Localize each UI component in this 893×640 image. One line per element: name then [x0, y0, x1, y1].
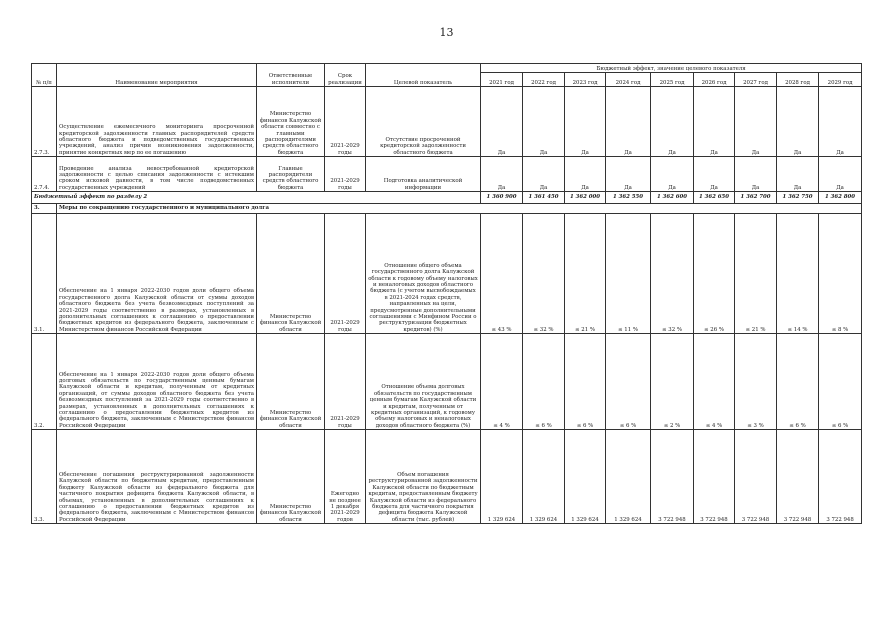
row-value: ≤ 32 % — [651, 214, 694, 334]
header-num: № п/п — [32, 64, 57, 87]
header-year: 2023 год — [565, 73, 606, 87]
row-value: Да — [819, 87, 862, 157]
row-value: Да — [606, 157, 651, 192]
row-value: Да — [694, 87, 735, 157]
row-measure: Осуществление ежемесячного мониторинга просроченной кредиторской задолженности главных распорядителей средств областного бюджета и подведомственных государственных учреждений, анализ причин возникновения задолженности, принятие конкретных мер по ее погашению — [57, 87, 257, 157]
row-value: 1 329 624 — [606, 430, 651, 524]
row-value: ≤ 6 % — [565, 334, 606, 430]
header-responsible: Ответственные исполнители — [257, 64, 325, 87]
row-value: ≤ 14 % — [777, 214, 819, 334]
header-year: 2021 год — [481, 73, 523, 87]
row-value: Да — [565, 157, 606, 192]
row-target: Объем погашения реструктурированной задолженности Калужской области по бюджетным кредитам, предоставленным бюджету Калужской области из федерального бюджета для частичного покрытия дефицита бюджета Калужской области (тыс. рублей) — [366, 430, 481, 524]
row-value: Да — [777, 87, 819, 157]
row-deadline: Ежегодно не позднее 1 декабря 2021-2029 годов — [325, 430, 366, 524]
row-deadline: 2021-2029 годы — [325, 214, 366, 334]
row-value: ≤ 6 % — [523, 334, 565, 430]
row-responsible: Министерство финансов Калужской области — [257, 334, 325, 430]
header-measure: Наименование мероприятия — [57, 64, 257, 87]
row-num: 3.1. — [32, 214, 57, 334]
row-value: Да — [651, 87, 694, 157]
table-row — [32, 87, 862, 157]
row-responsible: Главные распорядители средств областного бюджета — [257, 157, 325, 192]
row-value: Да — [565, 87, 606, 157]
header-target: Целевой показатель — [366, 64, 481, 87]
row-value: 1 329 624 — [565, 430, 606, 524]
table-row — [32, 430, 862, 524]
row-num: 3.2. — [32, 334, 57, 430]
table-row — [32, 157, 862, 192]
row-value: 3 722 948 — [651, 430, 694, 524]
row-value: ≤ 4 % — [481, 334, 523, 430]
row-value: ≤ 3 % — [735, 334, 777, 430]
header-year: 2024 год — [606, 73, 651, 87]
budget-effect-value: 1 362 650 — [694, 192, 735, 204]
row-responsible: Министерство финансов Калужской области — [257, 430, 325, 524]
row-value: 1 329 624 — [523, 430, 565, 524]
header-deadline: Срок реализации — [325, 64, 366, 87]
row-deadline: 2021-2029 годы — [325, 87, 366, 157]
row-value: ≤ 32 % — [523, 214, 565, 334]
row-value: Да — [523, 157, 565, 192]
row-value: ≤ 6 % — [777, 334, 819, 430]
row-value: Да — [694, 157, 735, 192]
row-value: Да — [735, 87, 777, 157]
header-year: 2027 год — [735, 73, 777, 87]
budget-effect-row — [32, 192, 862, 204]
row-value: Да — [735, 157, 777, 192]
row-num: 2.7.4. — [32, 157, 57, 192]
budget-effect-value: 1 362 000 — [565, 192, 606, 204]
row-value: Да — [651, 157, 694, 192]
row-deadline: 2021-2029 годы — [325, 334, 366, 430]
budget-effect-value: 1 361 450 — [523, 192, 565, 204]
row-measure: Проведение анализа невостребованной кредиторской задолженности с целью списания задолженности с истекшим сроком исковой давности, в том числе подведомственных государственных учреждений — [57, 157, 257, 192]
section-row — [32, 204, 862, 214]
row-responsible: Министерство финансов Калужской области совместно с главными распорядителями средств областного бюджета — [257, 87, 325, 157]
row-num: 3.3. — [32, 430, 57, 524]
page-number: 13 — [439, 26, 454, 39]
row-deadline: 2021-2029 годы — [325, 157, 366, 192]
table-row — [32, 334, 862, 430]
row-value: ≤ 6 % — [606, 334, 651, 430]
row-value: ≤ 21 % — [735, 214, 777, 334]
header-year: 2028 год — [777, 73, 819, 87]
row-responsible: Министерство финансов Калужской области — [257, 214, 325, 334]
row-value: ≤ 6 % — [819, 334, 862, 430]
header-year: 2025 год — [651, 73, 694, 87]
budget-effect-value: 1 362 750 — [777, 192, 819, 204]
budget-effect-value: 1 362 700 — [735, 192, 777, 204]
header-year: 2022 год — [523, 73, 565, 87]
row-measure: Обеспечение погашения реструктурированной задолженности Калужской области по бюджетным кредитам, предоставленным бюджету Калужской области из федерального бюджета для частичного покрытия дефицита бюджета Калужской области, в объемах, установленных в дополнительных соглашениях к соглашению о предоставлении бюджетных кредитов из федерального бюджета, заключенным с Министерством финансов Российской Федерации — [57, 430, 257, 524]
budget-effect-value: 1 362 600 — [651, 192, 694, 204]
row-value: Да — [523, 87, 565, 157]
row-value: 3 722 948 — [819, 430, 862, 524]
row-value: Да — [819, 157, 862, 192]
row-target: Отношение объема долговых обязательств по государственным ценным бумагам Калужской области и кредитам, полученным от кредитных организаций, к годовому объему налоговых и неналоговых доходов областного бюджета (%) — [366, 334, 481, 430]
row-target: Отсутствие просроченной кредиторской задолженности областного бюджета — [366, 87, 481, 157]
budget-effect-value: 1 362 550 — [606, 192, 651, 204]
header-year: 2026 год — [694, 73, 735, 87]
row-value: ≤ 11 % — [606, 214, 651, 334]
header-effect: Бюджетный эффект, значение целевого показателя — [481, 64, 862, 73]
row-value: ≤ 4 % — [694, 334, 735, 430]
row-measure: Обеспечение на 1 января 2022-2030 годов доли общего объема государственного долга Калужской области от суммы доходов областного бюджета без учета безвозмездных поступлений за 2021-2029 годы соответственно в размерах, установленных в дополнительных соглашениях к соглашению о предоставлении бюджетных кредитов из федерального бюджета, заключенным с Министерством финансов Российской Федерации — [57, 214, 257, 334]
row-measure: Обеспечение на 1 января 2022-2030 годов доли общего объема долговых обязательств по государственным ценным бумагам Калужской области и кредитам, полученным от кредитных организаций, от суммы доходов областного бюджета без учета безвозмездных поступлений за 2021-2029 годы соответственно в размерах, установленных в дополнительных соглашениях к соглашению о предоставлении бюджетных кредитов из федерального бюджета, заключенным с Министерством финансов Российской Федерации — [57, 334, 257, 430]
row-value: ≤ 8 % — [819, 214, 862, 334]
row-num: 2.7.3. — [32, 87, 57, 157]
budget-effect-label: Бюджетный эффект по разделу 2 — [32, 192, 481, 204]
row-value: ≤ 21 % — [565, 214, 606, 334]
row-value: 3 722 948 — [735, 430, 777, 524]
row-value: Да — [481, 157, 523, 192]
row-value: Да — [481, 87, 523, 157]
row-value: 3 722 948 — [694, 430, 735, 524]
row-value: Да — [606, 87, 651, 157]
row-value: 3 722 948 — [777, 430, 819, 524]
budget-effect-value: 1 360 900 — [481, 192, 523, 204]
row-value: 1 329 624 — [481, 430, 523, 524]
row-target: Подготовка аналитической информации — [366, 157, 481, 192]
row-target: Отношение общего объема государственного долга Калужской области к годовому объему налоговых и неналоговых доходов областного бюджета (с учетом высвобождаемых в 2021-2024 годах средств, направленных на цели, предусмотренные дополнительными соглашениями с Минфином России о реструктуризации бюджетных кредитов) (%) — [366, 214, 481, 334]
measures-table — [31, 63, 862, 524]
row-value: ≤ 2 % — [651, 334, 694, 430]
row-value: ≤ 26 % — [694, 214, 735, 334]
section-num: 3. — [32, 204, 57, 214]
table-row — [32, 214, 862, 334]
row-value: Да — [777, 157, 819, 192]
header-row — [32, 64, 862, 73]
row-value: ≤ 43 % — [481, 214, 523, 334]
header-year: 2029 год — [819, 73, 862, 87]
section-title: Меры по сокращению государственного и муниципального долга — [57, 204, 862, 214]
budget-effect-value: 1 362 800 — [819, 192, 862, 204]
